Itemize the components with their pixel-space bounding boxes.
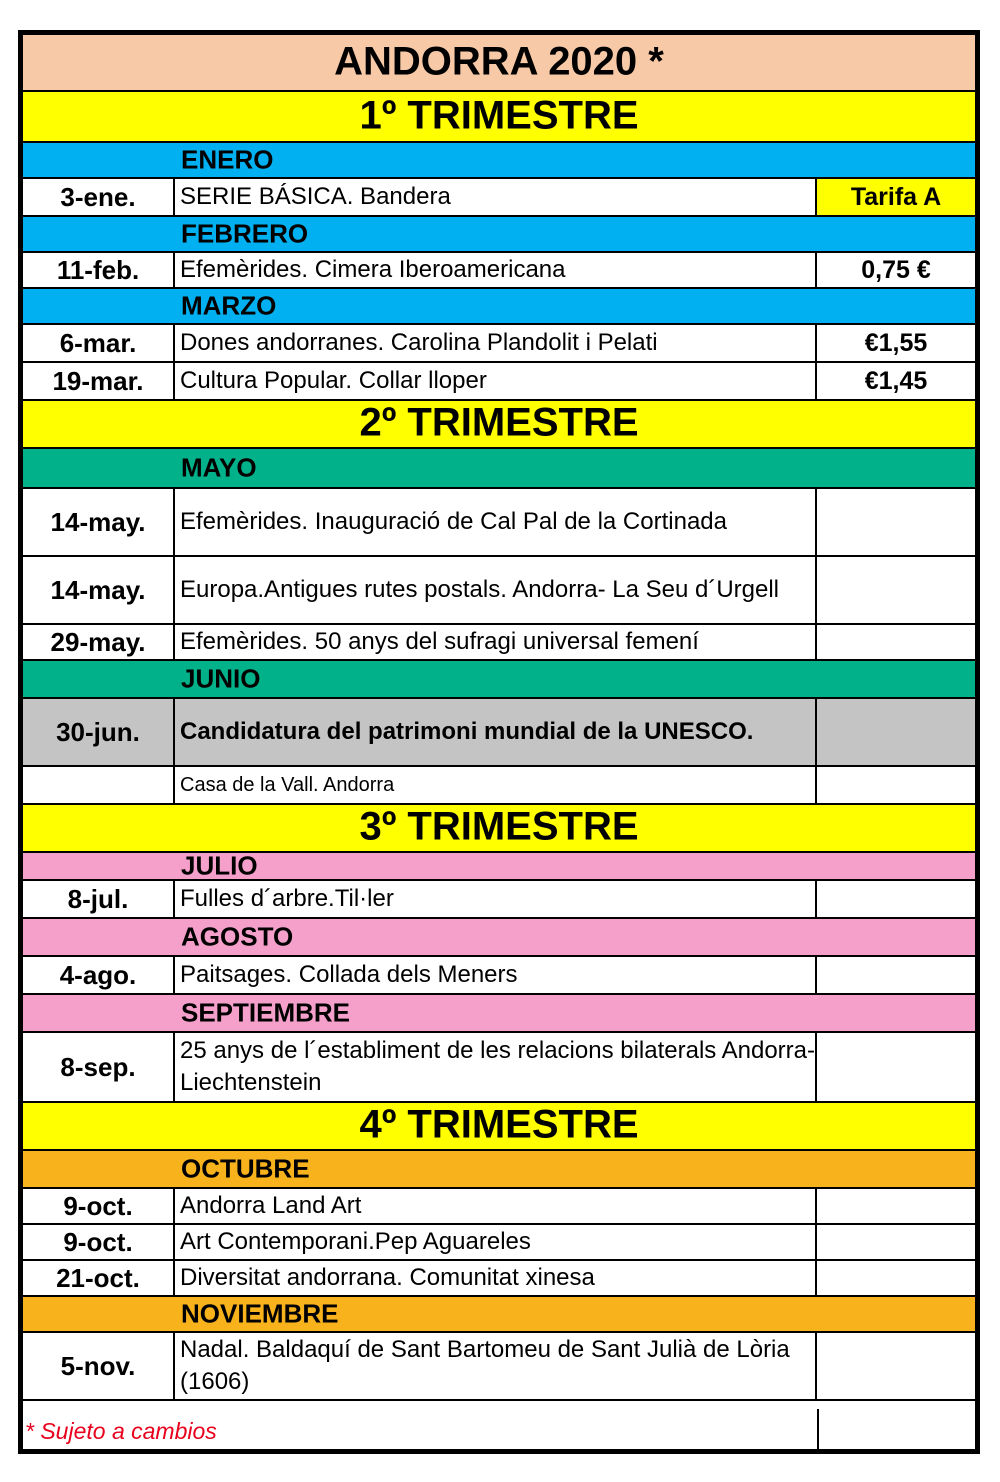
issue-price xyxy=(817,699,975,765)
title-row xyxy=(23,35,975,92)
issue-title: Paitsages. Collada dels Meners xyxy=(175,957,817,993)
issue-price xyxy=(817,881,975,917)
issue-row xyxy=(23,881,975,919)
month-header xyxy=(23,661,975,699)
calendar-table xyxy=(23,35,975,1449)
issue-title: Casa de la Vall. Andorra xyxy=(175,767,817,803)
month-label: JULIO xyxy=(181,853,258,881)
month-header xyxy=(23,853,975,881)
month-label: JUNIO xyxy=(181,663,261,694)
issue-title: Efemèrides. Cimera Iberoamericana xyxy=(175,253,817,287)
trimester-label: 1º TRIMESTRE xyxy=(359,93,639,138)
issue-row xyxy=(23,1225,975,1261)
issue-date: 9-oct. xyxy=(23,1225,175,1259)
issue-price xyxy=(817,489,975,555)
issue-date: 29-may. xyxy=(23,625,175,659)
month-label: ENERO xyxy=(181,144,274,175)
issue-price: 0,75 € xyxy=(861,255,931,284)
issue-title: Dones andorranes. Carolina Plandolit i Pelati xyxy=(175,325,817,361)
issue-price xyxy=(817,1189,975,1223)
stamp-calendar-sheet xyxy=(18,30,980,1454)
issue-row xyxy=(23,179,975,217)
month-label: NOVIEMBRE xyxy=(181,1298,339,1329)
issue-date: 5-nov. xyxy=(23,1333,175,1399)
issue-title: Nadal. Baldaquí de Sant Bartomeu de Sant Julià de Lòria (1606) xyxy=(175,1333,817,1399)
issue-price xyxy=(817,1261,975,1295)
issue-date: 19-mar. xyxy=(23,363,175,399)
month-label: AGOSTO xyxy=(181,921,294,952)
issue-title: Candidatura del patrimoni mundial de la UNESCO. xyxy=(175,699,817,765)
issue-date: 8-sep. xyxy=(23,1033,175,1101)
issue-price xyxy=(817,1225,975,1259)
month-header xyxy=(23,289,975,325)
issue-date: 8-jul. xyxy=(23,881,175,917)
issue-title: Fulles d´arbre.Til·ler xyxy=(175,881,817,917)
issue-row xyxy=(23,625,975,661)
issue-row xyxy=(23,957,975,995)
issue-row xyxy=(23,363,975,401)
month-label: MAYO xyxy=(181,452,257,483)
issue-row xyxy=(23,1189,975,1225)
issue-price: €1,55 xyxy=(864,328,928,357)
issue-title: Efemèrides. 50 anys del sufragi universal femení xyxy=(175,625,817,659)
month-header xyxy=(23,217,975,253)
month-header xyxy=(23,1151,975,1189)
footnote: * Sujeto a cambios xyxy=(25,1418,217,1444)
month-label: OCTUBRE xyxy=(181,1153,310,1184)
month-header xyxy=(23,919,975,957)
month-label: MARZO xyxy=(181,290,277,321)
issue-row xyxy=(23,767,975,805)
month-header xyxy=(23,449,975,489)
issue-price: €1,45 xyxy=(864,366,928,395)
issue-date: 30-jun. xyxy=(23,699,175,765)
issue-row xyxy=(23,1261,975,1297)
issue-price xyxy=(817,1033,975,1101)
issue-price: Tarifa A xyxy=(817,179,975,215)
issue-price xyxy=(817,1333,975,1399)
issue-title: Diversitat andorrana. Comunitat xinesa xyxy=(175,1261,817,1295)
month-header xyxy=(23,143,975,179)
issue-price xyxy=(817,957,975,993)
trimester-header xyxy=(23,1103,975,1151)
issue-title: SERIE BÁSICA. Bandera xyxy=(175,179,817,215)
trimester-header xyxy=(23,92,975,143)
issue-row xyxy=(23,489,975,557)
issue-date: 21-oct. xyxy=(23,1261,175,1295)
issue-date xyxy=(23,767,175,803)
trimester-label: 4º TRIMESTRE xyxy=(359,1103,639,1147)
issue-price xyxy=(817,557,975,623)
trimester-header xyxy=(23,401,975,449)
issue-date: 4-ago. xyxy=(23,957,175,993)
month-header xyxy=(23,1297,975,1333)
page-title: ANDORRA 2020 * xyxy=(334,39,664,84)
month-label: FEBRERO xyxy=(181,218,309,249)
issue-row xyxy=(23,1333,975,1401)
issue-title: Andorra Land Art xyxy=(175,1189,817,1223)
issue-date: 14-may. xyxy=(23,489,175,555)
issue-price xyxy=(817,625,975,659)
issue-row xyxy=(23,699,975,767)
issue-title: Efemèrides. Inauguració de Cal Pal de la Cortinada xyxy=(175,489,817,555)
issue-row xyxy=(23,325,975,363)
trimester-label: 2º TRIMESTRE xyxy=(359,401,639,445)
issue-date: 14-may. xyxy=(23,557,175,623)
trimester-label: 3º TRIMESTRE xyxy=(359,805,639,849)
issue-title: Art Contemporani.Pep Aguareles xyxy=(175,1225,817,1259)
issue-row xyxy=(23,1033,975,1103)
trimester-header xyxy=(23,805,975,853)
issue-row xyxy=(23,253,975,289)
footnote-divider xyxy=(817,1409,819,1449)
issue-row xyxy=(23,557,975,625)
issue-date: 11-feb. xyxy=(23,253,175,287)
issue-date: 9-oct. xyxy=(23,1189,175,1223)
issue-price xyxy=(817,767,975,803)
issue-date: 3-ene. xyxy=(23,179,175,215)
issue-title: Cultura Popular. Collar lloper xyxy=(175,363,817,399)
issue-title: 25 anys de l´establiment de les relacions bilaterals Andorra- Liechtenstein xyxy=(175,1033,817,1101)
month-label: SEPTIEMBRE xyxy=(181,997,351,1028)
month-header xyxy=(23,995,975,1033)
issue-title: Europa.Antigues rutes postals. Andorra- La Seu d´Urgell xyxy=(175,557,817,623)
issue-date: 6-mar. xyxy=(23,325,175,361)
